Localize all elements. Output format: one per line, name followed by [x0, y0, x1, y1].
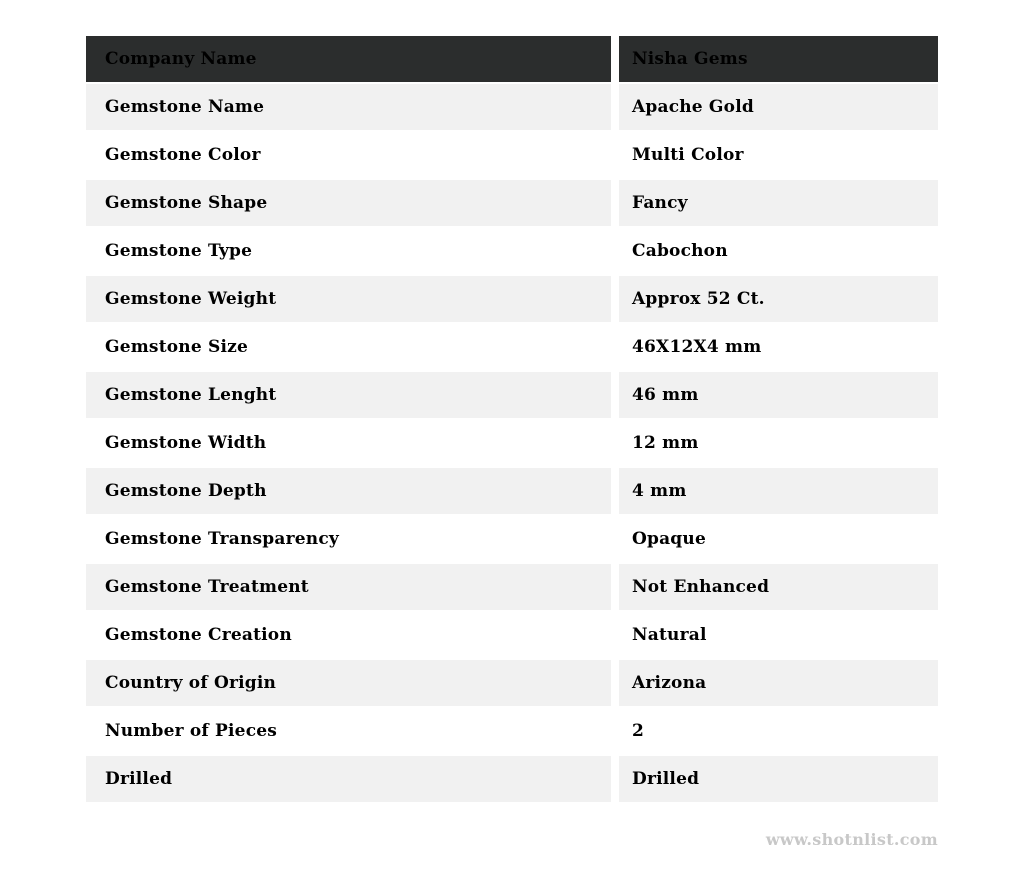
table-row: [86, 420, 938, 466]
table-header-row: [86, 36, 938, 82]
table-row: [86, 372, 938, 418]
table-row: [86, 276, 938, 322]
table-row: [86, 132, 938, 178]
watermark-text: www.shotnlist.com: [765, 830, 938, 849]
table-body: [86, 84, 938, 802]
table-row: [86, 660, 938, 706]
row-label-cell: Gemstone Width: [86, 420, 611, 466]
row-label-cell: Gemstone Transparency: [86, 516, 611, 562]
table-row: [86, 468, 938, 514]
row-label-cell: Country of Origin: [86, 660, 611, 706]
row-label-cell: Gemstone Size: [86, 324, 611, 370]
row-label-cell: Gemstone Name: [86, 84, 611, 130]
gemstone-spec-table: [86, 36, 938, 804]
row-value-cell: 46 mm: [619, 372, 938, 418]
row-label-cell: Gemstone Depth: [86, 468, 611, 514]
row-value-cell: Apache Gold: [619, 84, 938, 130]
table-row: [86, 516, 938, 562]
row-label-cell: Gemstone Color: [86, 132, 611, 178]
table-row: [86, 564, 938, 610]
row-value-cell: Fancy: [619, 180, 938, 226]
row-label-cell: Gemstone Shape: [86, 180, 611, 226]
row-value-cell: Cabochon: [619, 228, 938, 274]
row-value-cell: Multi Color: [619, 132, 938, 178]
row-value-cell: Not Enhanced: [619, 564, 938, 610]
row-label-cell: Gemstone Lenght: [86, 372, 611, 418]
table-row: [86, 84, 938, 130]
row-label-cell: Gemstone Weight: [86, 276, 611, 322]
row-label-cell: Drilled: [86, 756, 611, 802]
row-value-cell: 12 mm: [619, 420, 938, 466]
row-value-cell: Drilled: [619, 756, 938, 802]
row-value-cell: 46X12X4 mm: [619, 324, 938, 370]
row-value-cell: Arizona: [619, 660, 938, 706]
table-row: [86, 324, 938, 370]
table-row: [86, 228, 938, 274]
header-label-cell: Company Name: [86, 36, 611, 82]
row-label-cell: Number of Pieces: [86, 708, 611, 754]
row-value-cell: 4 mm: [619, 468, 938, 514]
row-value-cell: Natural: [619, 612, 938, 658]
row-label-cell: Gemstone Creation: [86, 612, 611, 658]
table-row: [86, 708, 938, 754]
row-value-cell: Opaque: [619, 516, 938, 562]
table-row: [86, 180, 938, 226]
row-value-cell: 2: [619, 708, 938, 754]
header-value-cell: Nisha Gems: [619, 36, 938, 82]
row-label-cell: Gemstone Type: [86, 228, 611, 274]
row-label-cell: Gemstone Treatment: [86, 564, 611, 610]
row-value-cell: Approx 52 Ct.: [619, 276, 938, 322]
table-row: [86, 756, 938, 802]
table-row: [86, 612, 938, 658]
